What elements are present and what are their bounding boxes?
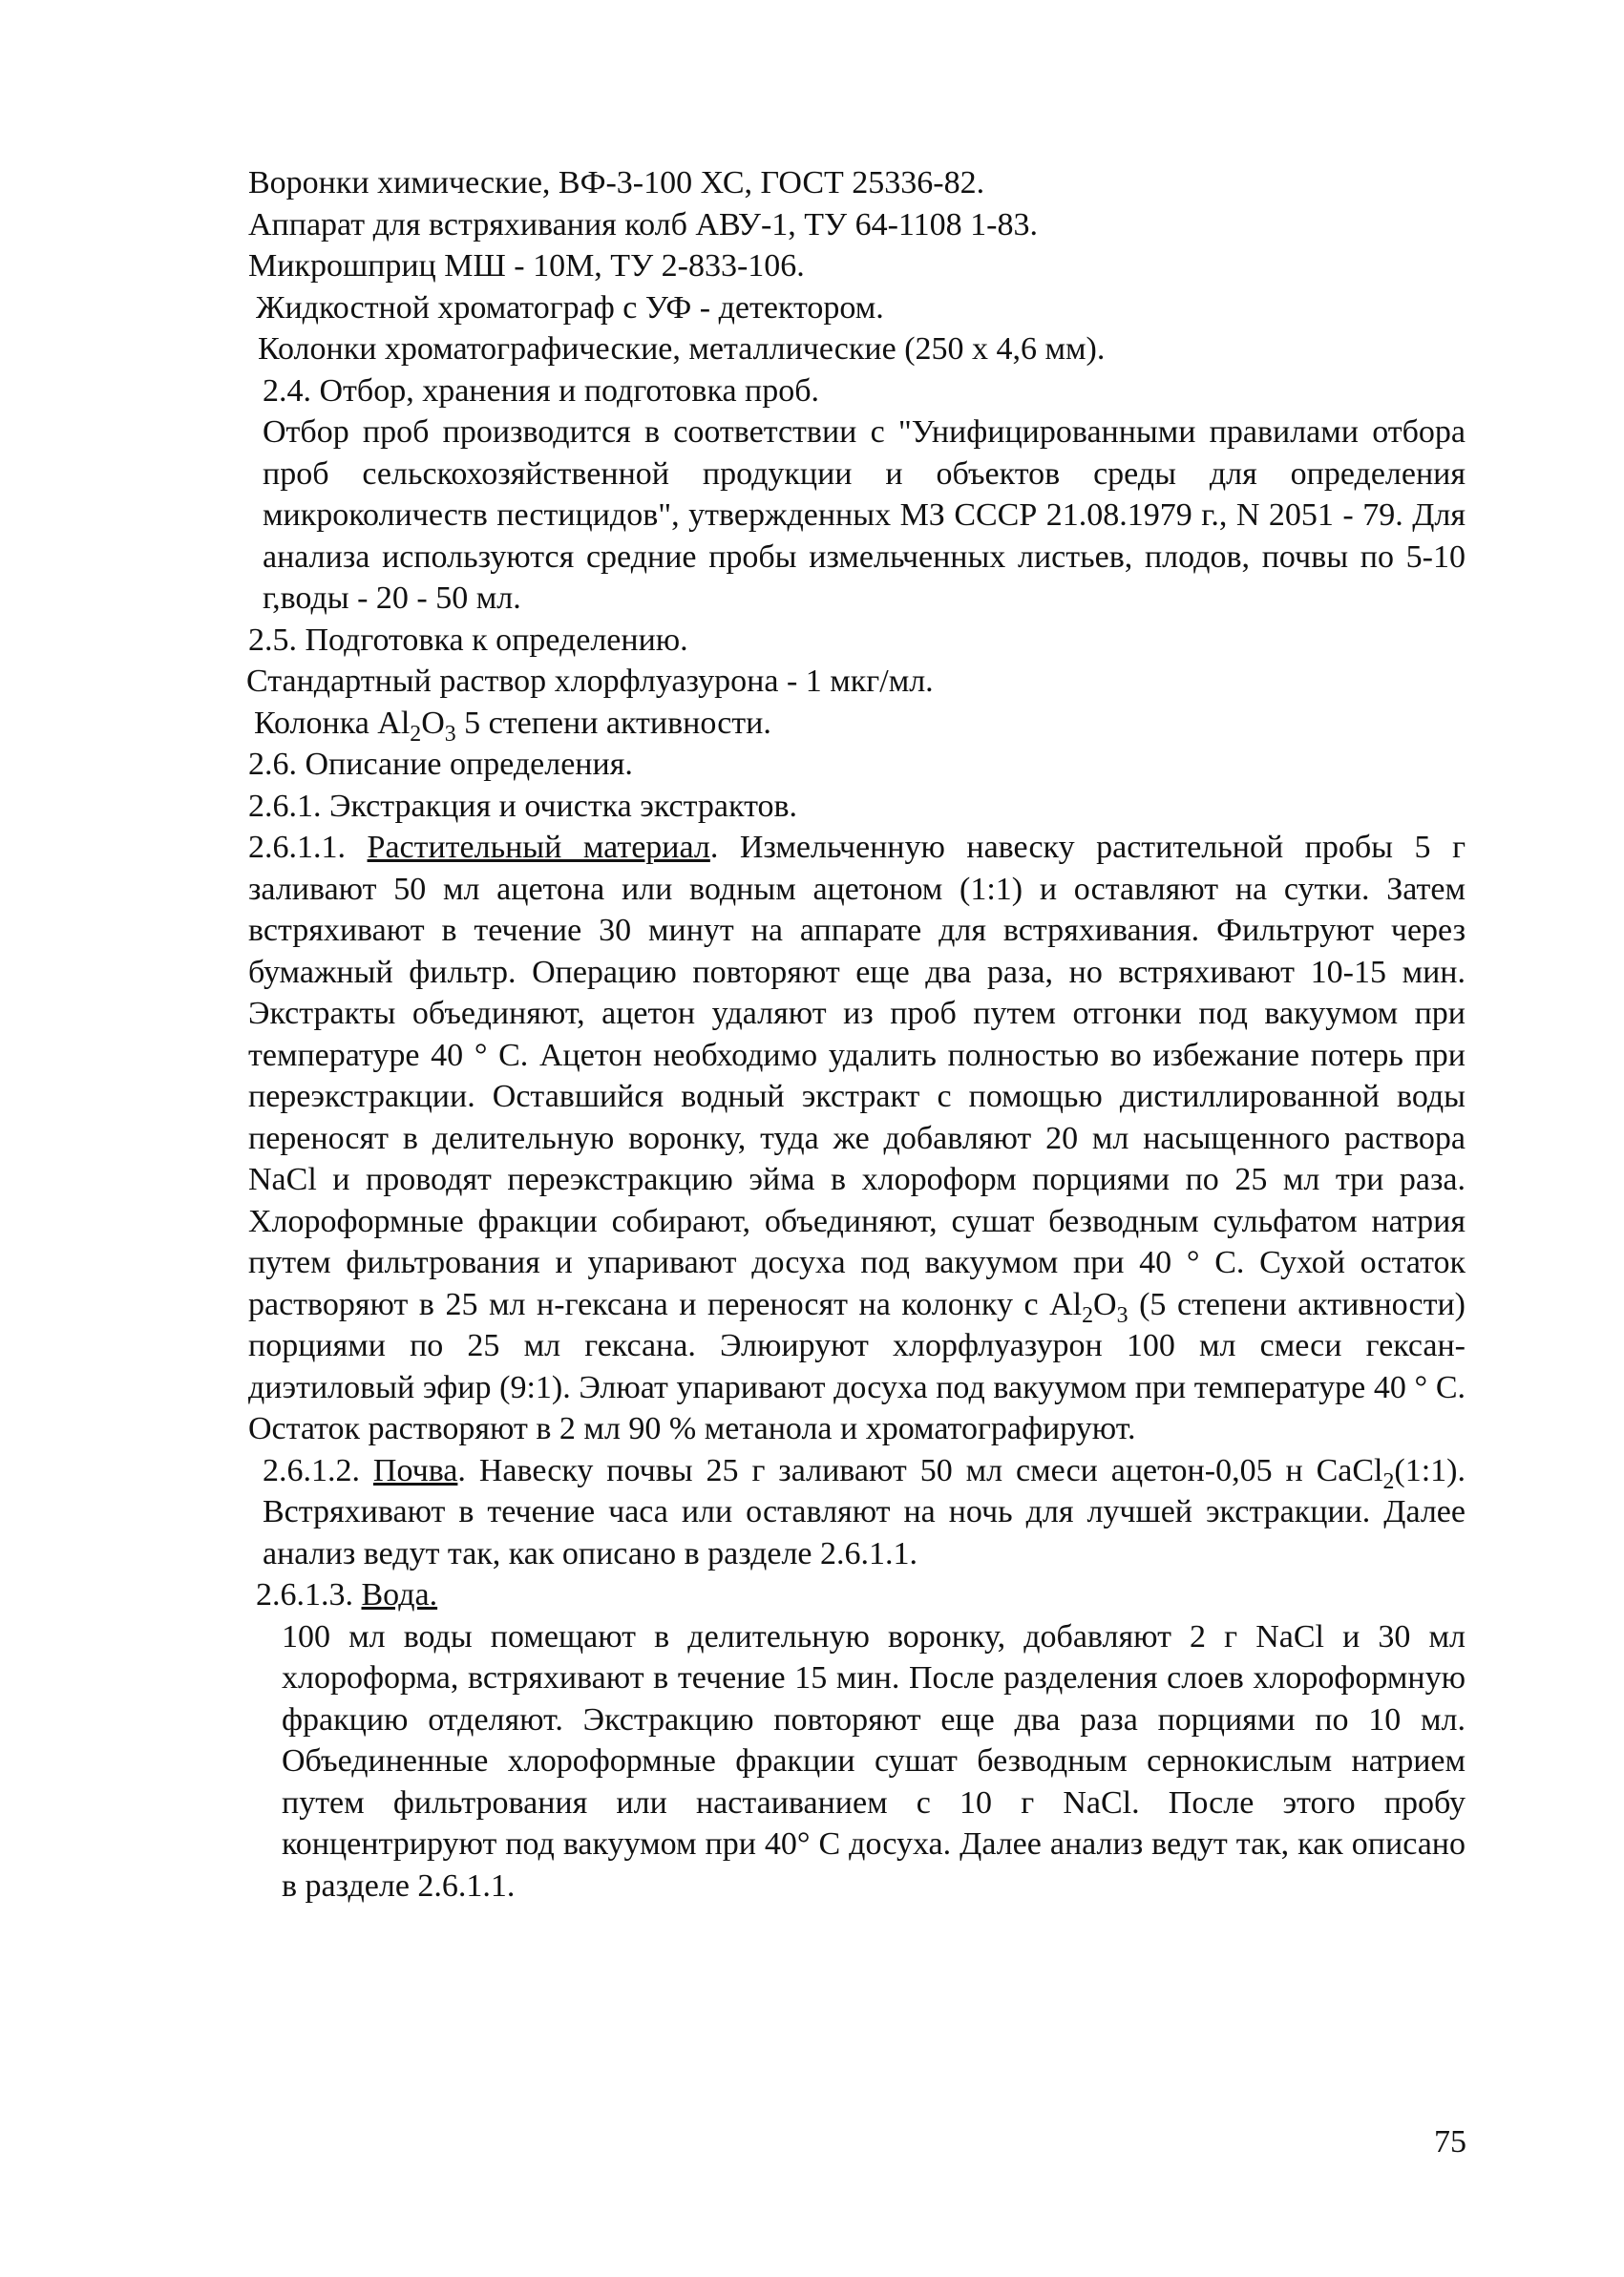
section-heading-2-5: 2.5. Подготовка к определению. bbox=[248, 622, 688, 658]
soil-sub: 2 bbox=[1382, 1468, 1395, 1494]
plant-text-a: . Измельченную навеску растительной пробы 5 г заливают 50 мл ацетона или водным ацетоном (1:1) и оставляют на сутки. Затем встряхивают в течение 30 минут на аппарате для встряхивания. Фильтруют через бумажный фильтр. Операцию повторяют еще два раза, но встряхивают 10-15 мин. Экстракты объединяют, ацетон удаляют из проб путем отгонки под вакуумом при температуре 40 ° С. Ацетон необходимо удалить полностью во избежание потерь при переэкстракции. Оставшийся водный экстракт с помощью дистиллированной воды переносят в делительную воронку, туда же добавляют 20 мл насыщенного раствора NaCl и проводят переэкстракцию эйма в хлороформ порциями по 25 мл три раза. Хлороформные фракции собирают, объединяют, сушат безводным сульфатом натрия путем фильтрования и упаривают досуха под вакуумом при 40 ° С. Сухой остаток растворяют в 25 мл н-гексана и переносят на колонку с Al bbox=[248, 830, 1466, 1322]
paragraph-soil bbox=[172, 1450, 1466, 1575]
equipment-line-shaker: Аппарат для встряхивания колб АВУ-1, ТУ 64-1108 1-83. bbox=[248, 206, 1038, 242]
paragraph-plant-material bbox=[172, 827, 1466, 1450]
column-sub-1: 2 bbox=[410, 721, 422, 747]
water-title: Вода. bbox=[361, 1577, 438, 1613]
section-heading-2-4: 2.4. Отбор, хранения и подготовка проб. bbox=[263, 372, 820, 409]
equipment-line-funnels: Воронки химические, ВФ-3-100 ХС, ГОСТ 25336-82. bbox=[248, 165, 985, 200]
plant-text-c: (5 степени активности) порциями по 25 мл гексана. Элюируют хлорфлуазурон 100 мл смеси гексан-диэтиловый эфир (9:1). Элюат упаривают досуха под вакуумом при температуре 40 ° С. Остаток растворяют в 2 мл 90 % метанола и хроматографируют. bbox=[248, 1286, 1466, 1446]
column-mid: O bbox=[421, 705, 445, 741]
document-body bbox=[172, 162, 1466, 1907]
soil-text-a: . Навеску почвы 25 г заливают 50 мл смеси ацетон-0,05 н CaCl bbox=[457, 1452, 1383, 1488]
soil-title: Почва bbox=[372, 1452, 458, 1488]
standard-solution-line: Стандартный раствор хлорфлуазурона - 1 мкг/мл. bbox=[246, 664, 934, 699]
equipment-line-microsyringe: Микрошприц МШ - 10М, ТУ 2-833-106. bbox=[248, 248, 805, 284]
section-heading-2-6-1: 2.6.1. Экстракция и очистка экстрактов. bbox=[248, 788, 798, 824]
column-suffix: 5 степени активности. bbox=[455, 705, 771, 741]
plant-text-b: O bbox=[1093, 1286, 1117, 1322]
soil-number: 2.6.1.2. bbox=[263, 1452, 373, 1488]
plant-sub-1: 2 bbox=[1082, 1302, 1094, 1328]
paragraph-sampling: Отбор проб производится в соответствии с "Унифицированными правилами отбора проб сельскохозяйственной продукции и объектов среды для определения микроколичеств пестицидов", утвержденных МЗ СССР 21.08.1979 г., N 2051 - 79. Для анализа используются средние пробы измельченных листьев, плодов, почвы по 5-10 г,воды - 20 - 50 мл. bbox=[263, 414, 1466, 616]
plant-number: 2.6.1.1. bbox=[248, 830, 368, 865]
water-number: 2.6.1.3. bbox=[256, 1577, 362, 1613]
column-sub-2: 3 bbox=[444, 721, 456, 747]
plant-sub-2: 3 bbox=[1116, 1302, 1128, 1328]
water-heading bbox=[172, 1574, 1466, 1616]
paragraph-water: 100 мл воды помещают в делительную воронку, добавляют 2 г NaCl и 30 мл хлороформа, встряхивают в течение 15 мин. После разделения слоев хлороформную фракцию отделяют. Экстракцию повторяют еще два раза порциями по 10 мл. Объединенные хлороформные фракции сушат безводным сернокислым натрием путем фильтрования или настаиванием с 10 г NaCl. После этого пробу концентрируют под вакуумом при 40° С досуха. Далее анализ ведут так, как описано в разделе 2.6.1.1. bbox=[282, 1618, 1466, 1904]
plant-title: Растительный материал bbox=[367, 830, 710, 865]
page-number: 75 bbox=[1434, 2124, 1466, 2160]
column-line bbox=[172, 703, 1466, 745]
soil-text-b: (1:1). Встряхивают в течение часа или оставляют на ночь для лучшей экстракции. Далее анализ ведут так, как описано в разделе 2.6.1.1. bbox=[263, 1452, 1466, 1571]
equipment-line-chromatograph: Жидкостной хроматограф с УФ - детектором. bbox=[256, 289, 884, 326]
equipment-line-columns: Колонки хроматографические, металлические (250 х 4,6 мм). bbox=[258, 331, 1106, 367]
column-prefix: Колонка Al bbox=[254, 705, 411, 741]
section-heading-2-6: 2.6. Описание определения. bbox=[248, 747, 633, 782]
